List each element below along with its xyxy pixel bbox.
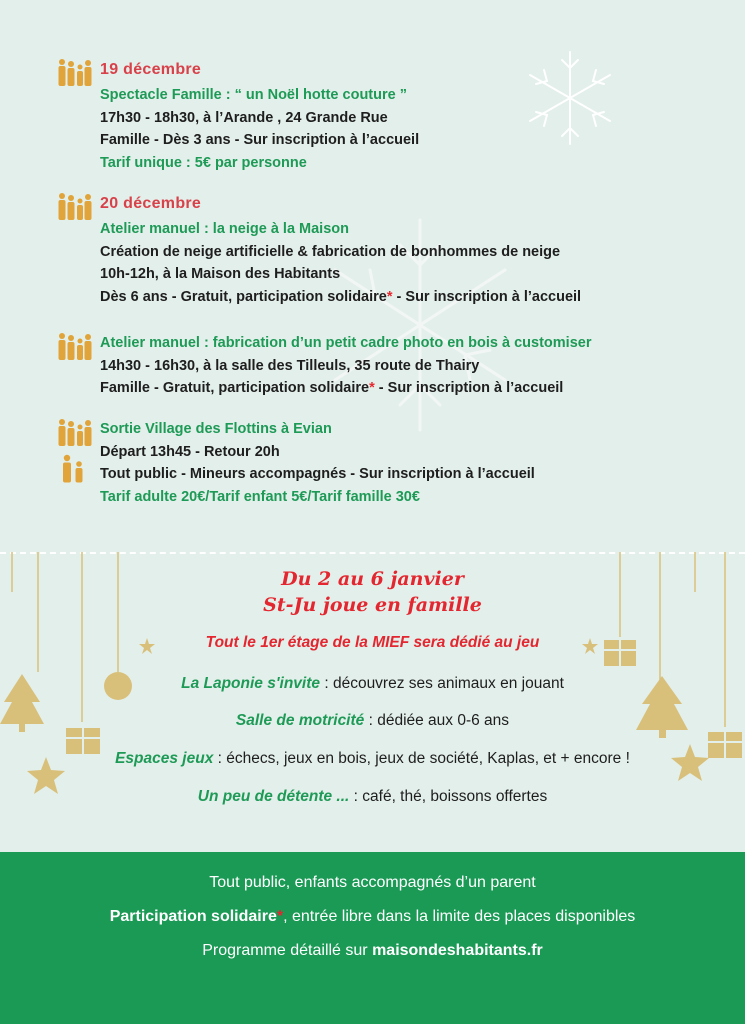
- dashed-divider: [0, 552, 745, 554]
- january-item: La Laponie s'invite : découvrez ses animaux en jouant: [181, 675, 564, 692]
- event-title: Spectacle Famille : “ un Noël hotte couture ”: [100, 87, 407, 103]
- event-audience: Dès 6 ans - Gratuit, participation solidaire* - Sur inscription à l’accueil: [100, 288, 582, 305]
- adult-child-icon: [60, 454, 86, 484]
- event-description: Création de neige artificielle & fabrication de bonhommes de neige: [100, 243, 561, 260]
- family-icon: [56, 418, 94, 448]
- january-title: St-Ju joue en famille: [263, 594, 482, 616]
- website-link[interactable]: maisondeshabitants.fr: [372, 942, 543, 959]
- event-audience: Famille - Gratuit, participation solidaire* - Sur inscription à l’accueil: [100, 380, 564, 396]
- event-date: 20 décembre: [100, 195, 202, 212]
- event-time: Départ 13h45 - Retour 20h: [100, 443, 280, 460]
- january-dates: Du 2 au 6 janvier: [281, 568, 464, 590]
- family-icon: [56, 332, 94, 362]
- event-time-place: 10h-12h, à la Maison des Habitants: [100, 266, 341, 282]
- january-subtitle-row: [0, 634, 745, 652]
- event-tarif: Tarif adulte 20€/Tarif enfant 5€/Tarif famille 30€: [100, 488, 420, 505]
- footer-audience: Tout public, enfants accompagnés d’un parent: [209, 874, 536, 891]
- footer-program: Programme détaillé sur maisondeshabitants.fr: [202, 942, 543, 959]
- asterisk: *: [276, 908, 284, 925]
- january-item: Espaces jeux : échecs, jeux en bois, jeux de société, Kaplas, et + encore !: [115, 750, 630, 767]
- event-time-place: 17h30 - 18h30, à l’Arande , 24 Grande Rue: [100, 109, 388, 126]
- family-icon: [56, 192, 94, 222]
- january-subtitle: Tout le 1er étage de la MIEF sera dédié au jeu: [205, 634, 540, 651]
- january-item: Un peu de détente ... : café, thé, boissons offertes: [197, 788, 548, 805]
- footer-participation: Participation solidaire*, entrée libre dans la limite des places disponibles: [109, 908, 636, 925]
- event-audience: Famille - Dès 3 ans - Sur inscription à l’accueil: [100, 132, 420, 148]
- event-tarif: Tarif unique : 5€ par personne: [100, 154, 307, 171]
- asterisk: *: [369, 380, 375, 396]
- january-item: Salle de motricité : dédiée aux 0-6 ans: [235, 712, 510, 729]
- event-title: Atelier manuel : fabrication d’un petit cadre photo en bois à customiser: [100, 335, 592, 351]
- footer: [0, 852, 745, 1024]
- january-section: [0, 566, 745, 618]
- event-title: Atelier manuel : la neige à la Maison: [100, 221, 349, 237]
- event-audience: Tout public - Mineurs accompagnés - Sur inscription à l’accueil: [100, 466, 535, 482]
- family-icon: [56, 58, 94, 88]
- event-title: Sortie Village des Flottins à Evian: [100, 421, 332, 437]
- event-date: 19 décembre: [100, 61, 202, 78]
- asterisk: *: [386, 288, 393, 305]
- event-time-place: 14h30 - 16h30, à la salle des Tilleuls, 35 route de Thairy: [100, 357, 480, 374]
